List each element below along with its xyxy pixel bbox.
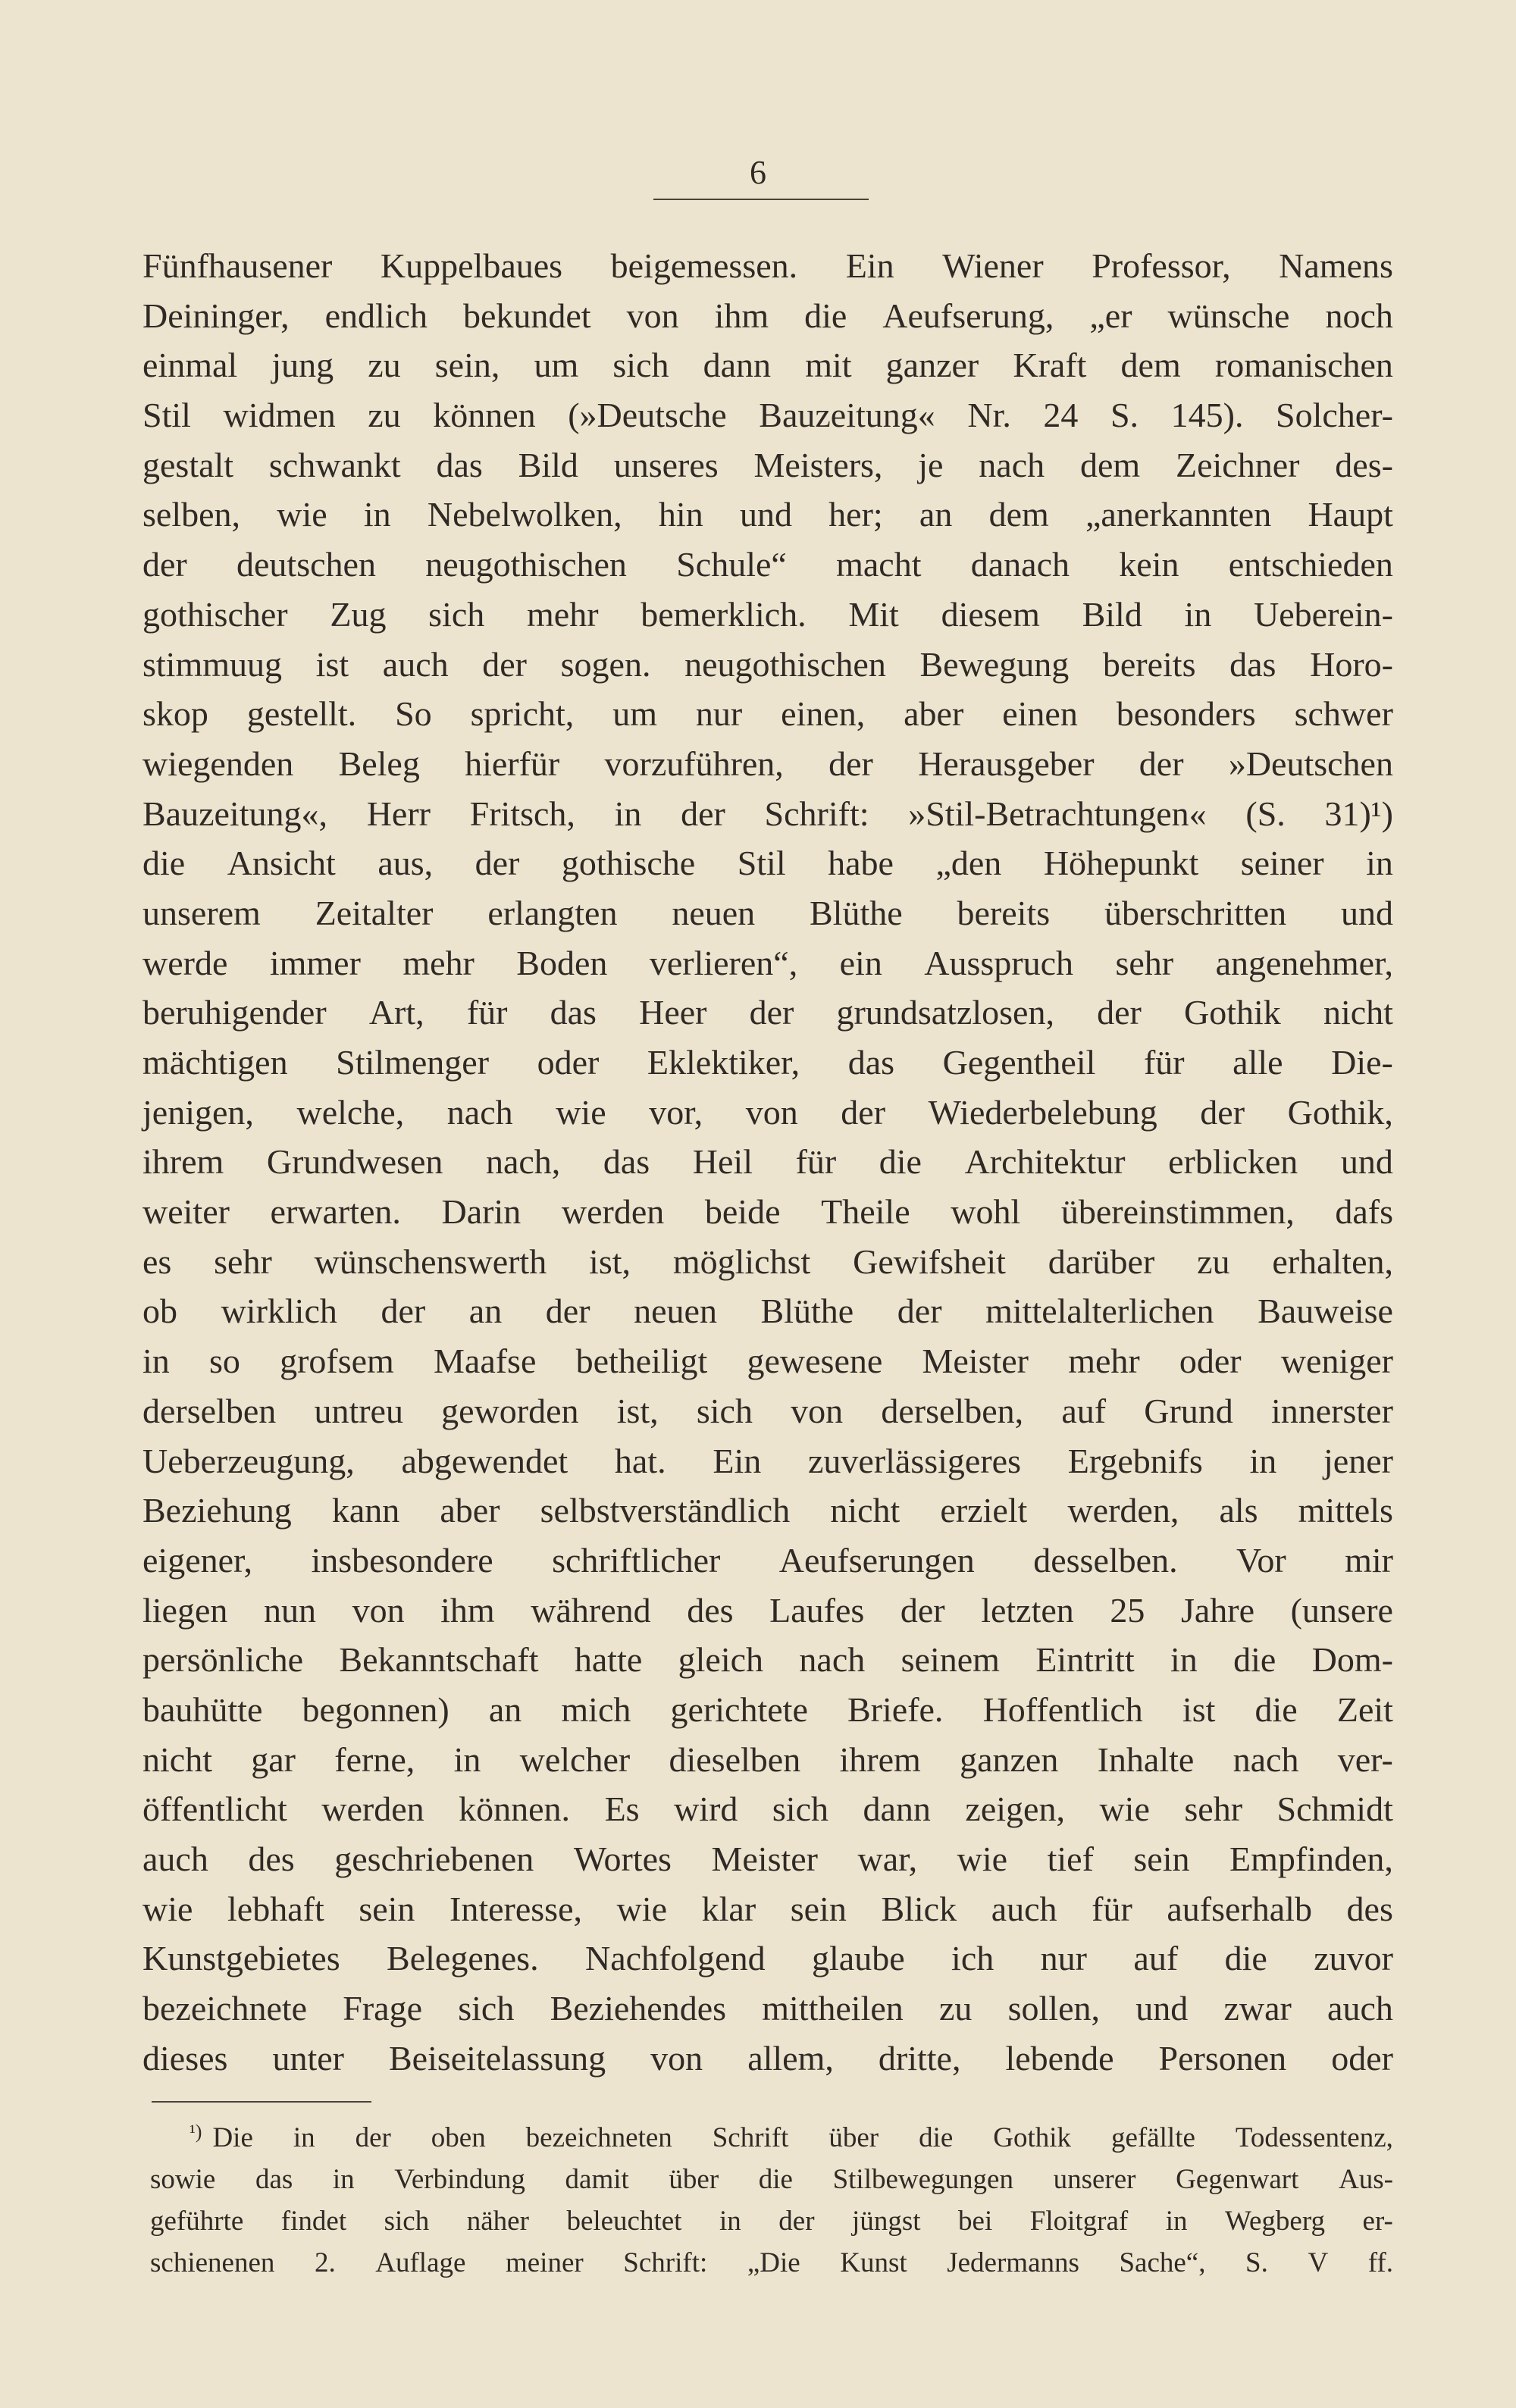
text-line: selben, wie in Nebelwolken, hin und her; an dem „anerkannten Haupt <box>143 495 1393 534</box>
text-line: gestalt schwankt das Bild unseres Meisters, je nach dem Zeichner des- <box>143 445 1393 484</box>
text-line: wie lebhaft sein Interesse, wie klar sein Blick auch für aufserhalb des <box>143 1889 1393 1928</box>
footnote-marker: ¹) <box>190 2121 202 2143</box>
text-line: werde immer mehr Boden verlieren“, ein Ausspruch sehr angenehmer, <box>143 943 1393 982</box>
text-line: skop gestellt. So spricht, um nur einen, aber einen besonders schwer <box>143 694 1393 734</box>
text-line: ihrem Grundwesen nach, das Heil für die Architektur erblicken und <box>143 1142 1393 1182</box>
text-line: wiegenden Beleg hierfür vorzuführen, der Herausgeber der »Deutschen <box>143 744 1393 783</box>
text-line: Beziehung kann aber selbstverständlich nicht erzielt werden, als mittels <box>143 1491 1393 1530</box>
text-line: eigener, insbesondere schriftlicher Aeufserungen desselben. Vor mir <box>143 1540 1393 1580</box>
text-line: Kunstgebietes Belegenes. Nachfolgend glaube ich nur auf die zuvor <box>143 1939 1393 1978</box>
text-line: nicht gar ferne, in welcher dieselben ihrem ganzen Inhalte nach ver- <box>143 1739 1393 1779</box>
text-line: bauhütte begonnen) an mich gerichtete Briefe. Hoffentlich ist die Zeit <box>143 1689 1393 1729</box>
page-number: 6 <box>750 154 766 191</box>
body-text <box>143 241 1393 2083</box>
text-line: unserem Zeitalter erlangten neuen Blüthe bereits überschritten und <box>143 893 1393 932</box>
text-line: auch des geschriebenen Wortes Meister war, wie tief sein Empfinden, <box>143 1840 1393 1878</box>
text-line: persönliche Bekanntschaft hatte gleich nach seinem Eintritt in die Dom- <box>143 1640 1393 1680</box>
text-line: einmal jung zu sein, um sich dann mit ganzer Kraft dem romanischen <box>143 346 1393 385</box>
text-line: Bauzeitung«, Herr Fritsch, in der Schrift: »Stil-Betrachtungen« (S. 31)¹) <box>143 794 1393 833</box>
footnote-text: Die in der oben bezeichneten Schrift über die Gothik gefällte Todessentenz, <box>212 2122 1393 2153</box>
text-line: Fünfhausener Kuppelbaues beigemessen. Ein Wiener Professor, Namens <box>143 246 1393 285</box>
footnote-rule <box>152 2101 371 2103</box>
footnote-line <box>150 2117 1393 2159</box>
footnote-line: geführte findet sich näher beleuchtet in der jüngst bei Floitgraf in Wegberg er- <box>150 2206 1393 2237</box>
text-line: ob wirklich der an der neuen Blüthe der mittelalterlichen Bauweise <box>143 1292 1393 1331</box>
text-line: gothischer Zug sich mehr bemerklich. Mit diesem Bild in Ueberein- <box>143 594 1393 634</box>
text-line: in so grofsem Maafse betheiligt gewesene Meister mehr oder weniger <box>143 1342 1393 1381</box>
text-line: bezeichnete Frage sich Beziehendes mittheilen zu sollen, und zwar auch <box>143 1989 1393 2028</box>
header-rule <box>653 199 869 200</box>
text-line: es sehr wünschenswerth ist, möglichst Gewifsheit darüber zu erhalten, <box>143 1242 1393 1281</box>
footnote-block <box>150 2117 1393 2284</box>
text-line: Ueberzeugung, abgewendet hat. Ein zuverlässigeres Ergebnifs in jener <box>143 1441 1393 1480</box>
text-line: die Ansicht aus, der gothische Stil habe „den Höhepunkt seiner in <box>143 844 1393 883</box>
text-line: mächtigen Stilmenger oder Eklektiker, das Gegentheil für alle Die- <box>143 1043 1393 1082</box>
text-line: weiter erwarten. Darin werden beide Theile wohl übereinstimmen, dafs <box>143 1192 1393 1232</box>
footnote-line: schienenen 2. Auflage meiner Schrift: „Die Kunst Jedermanns Sache“, S. V ff. <box>150 2247 1393 2278</box>
text-line: jenigen, welche, nach wie vor, von der Wiederbelebung der Gothik, <box>143 1092 1393 1132</box>
text-line: liegen nun von ihm während des Laufes der letzten 25 Jahre (unsere <box>143 1590 1393 1630</box>
text-line: stimmuug ist auch der sogen. neugothischen Bewegung bereits das Horo- <box>143 644 1393 684</box>
text-line: dieses unter Beiseitelassung von allem, dritte, lebende Personen oder <box>143 2038 1393 2078</box>
text-line: der deutschen neugothischen Schule“ macht danach kein entschieden <box>143 545 1393 584</box>
text-line: derselben untreu geworden ist, sich von derselben, auf Grund innerster <box>143 1391 1393 1430</box>
text-line: öffentlicht werden können. Es wird sich dann zeigen, wie sehr Schmidt <box>143 1790 1393 1829</box>
text-line: beruhigender Art, für das Heer der grundsatzlosen, der Gothik nicht <box>143 993 1393 1032</box>
footnote-line: sowie das in Verbindung damit über die Stilbewegungen unserer Gegenwart Aus- <box>150 2164 1393 2195</box>
text-line: Deininger, endlich bekundet von ihm die Aeufserung, „er wünsche noch <box>143 296 1393 335</box>
text-line: Stil widmen zu können (»Deutsche Bauzeitung« Nr. 24 S. 145). Solcher- <box>143 396 1393 435</box>
